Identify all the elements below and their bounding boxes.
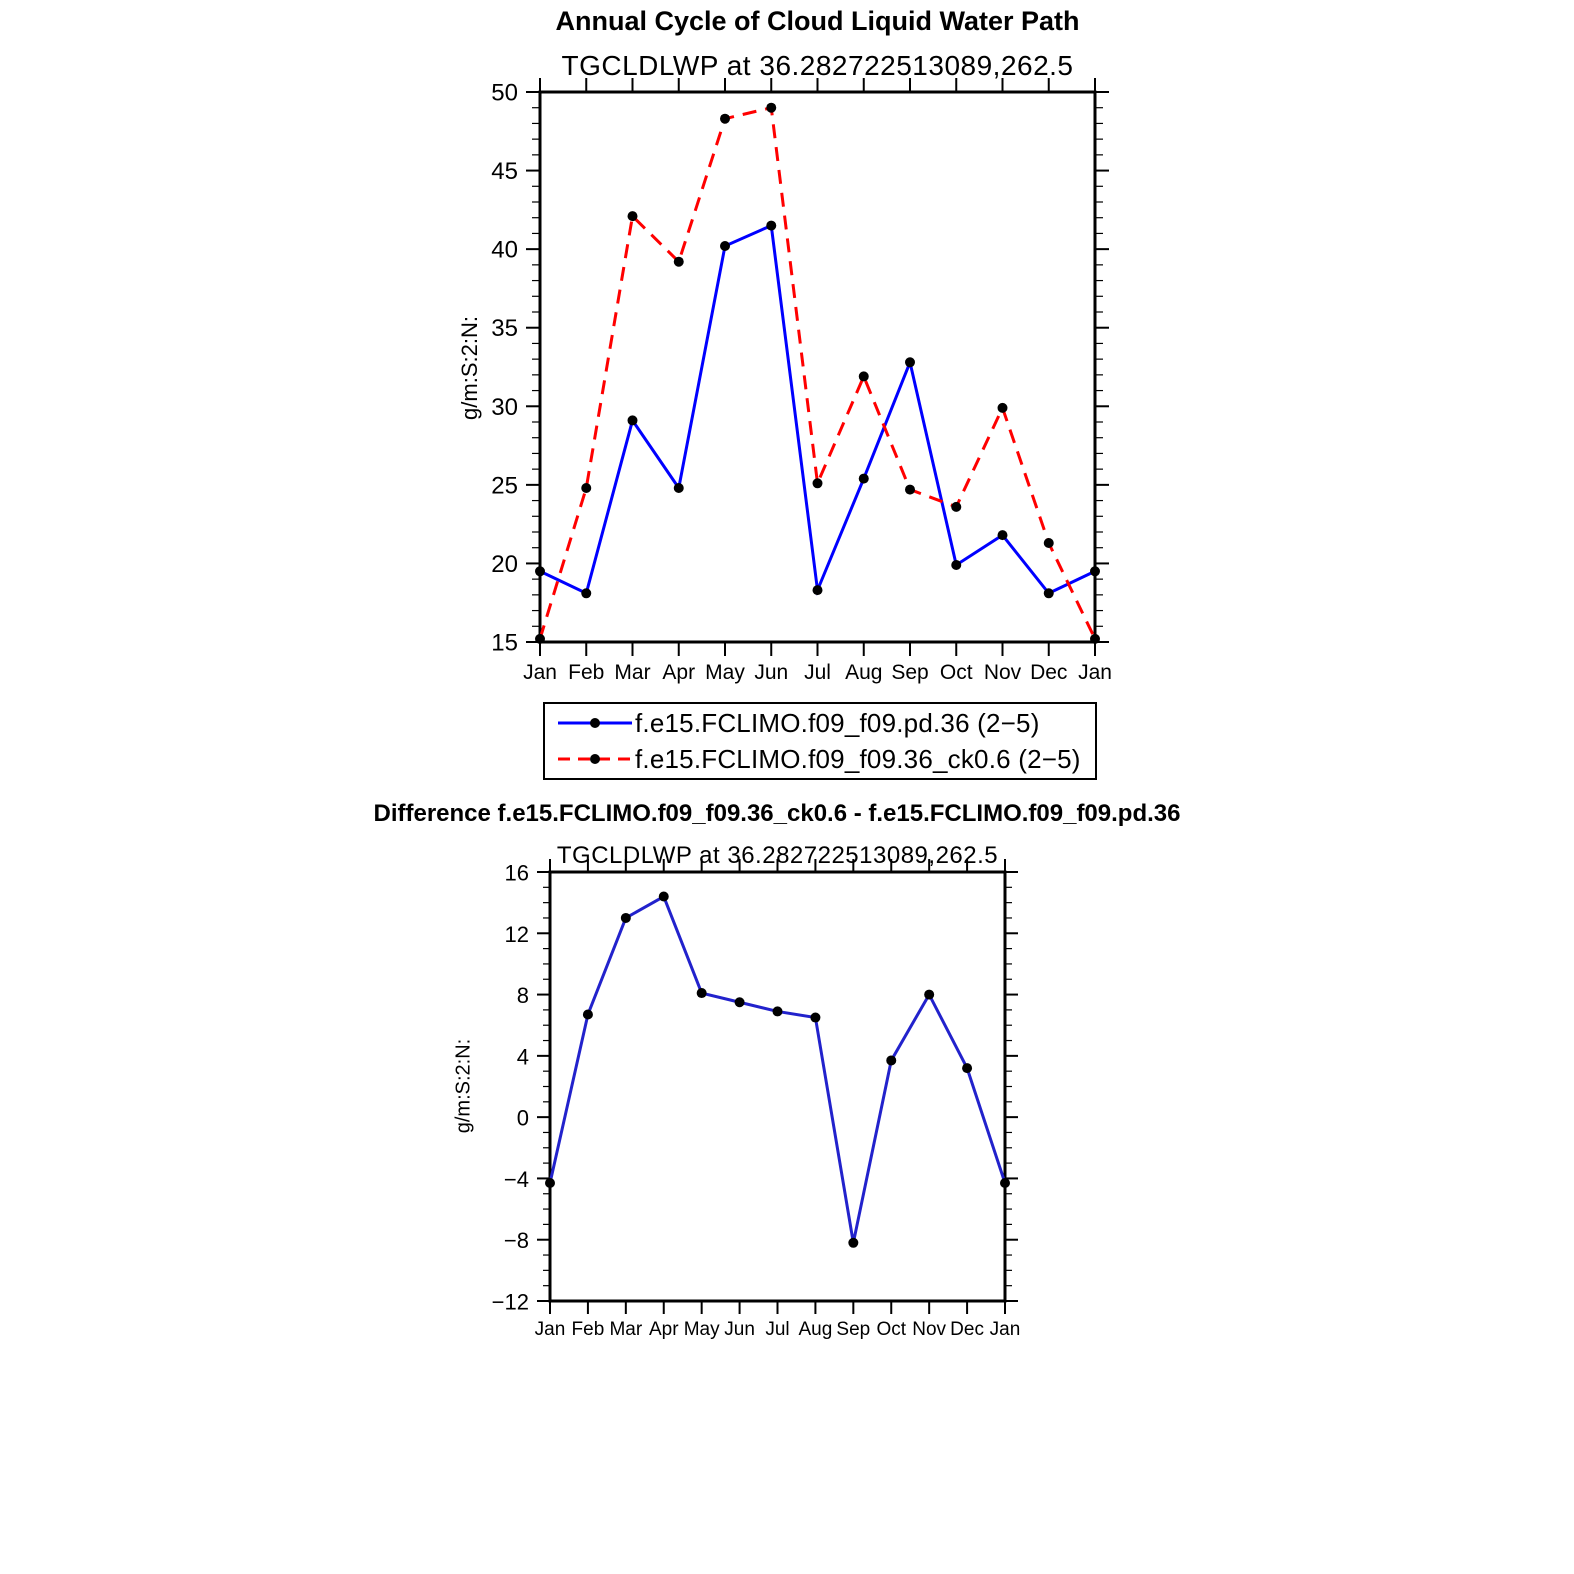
data-point-marker — [951, 560, 961, 570]
data-point-marker — [621, 913, 631, 923]
data-point-marker — [735, 997, 745, 1007]
x-tick-label: Jan — [523, 661, 557, 684]
data-point-marker — [962, 1063, 972, 1073]
y-tick-label: 20 — [491, 550, 518, 578]
data-point-marker — [720, 241, 730, 251]
x-tick-label: Aug — [845, 661, 883, 684]
series-line — [540, 226, 1095, 594]
legend-line-sample-solid — [555, 706, 635, 740]
data-point-marker — [886, 1055, 896, 1065]
x-tick-label: Jan — [989, 1319, 1021, 1340]
data-point-marker — [581, 483, 591, 493]
difference-chart-y-axis-label: g/m:S:2:N: — [452, 1038, 475, 1134]
data-point-marker — [848, 1238, 858, 1248]
difference-plot — [492, 859, 1021, 1340]
x-tick-label: Jun — [754, 661, 789, 684]
data-point-marker — [674, 257, 684, 267]
data-point-marker — [1090, 566, 1100, 576]
top-chart-y-axis-label: g/m:S:2:N: — [457, 316, 482, 420]
annual-cycle-plot — [491, 78, 1112, 684]
y-tick-label: 40 — [491, 236, 518, 264]
data-point-marker — [581, 588, 591, 598]
data-point-marker — [628, 415, 638, 425]
legend-marker-dot — [590, 754, 600, 764]
data-point-marker — [659, 892, 669, 902]
x-tick-label: Oct — [876, 1319, 907, 1340]
y-tick-label: −12 — [491, 1289, 529, 1315]
data-point-marker — [905, 357, 915, 367]
x-tick-label: Nov — [912, 1319, 947, 1340]
x-tick-label: Mar — [614, 661, 651, 684]
x-tick-label: Jun — [724, 1319, 755, 1340]
data-point-marker — [1090, 634, 1100, 644]
x-tick-label: Mar — [609, 1319, 643, 1340]
data-point-marker — [998, 403, 1008, 413]
top-chart-title: Annual Cycle of Cloud Liquid Water Path — [555, 6, 1080, 36]
y-tick-label: 15 — [491, 629, 518, 657]
data-point-marker — [766, 221, 776, 231]
x-tick-label: Jul — [765, 1319, 790, 1340]
y-tick-label: 16 — [504, 860, 529, 886]
x-tick-label: Apr — [662, 661, 696, 684]
x-tick-label: Feb — [568, 661, 605, 684]
data-point-marker — [545, 1178, 555, 1188]
data-point-marker — [535, 634, 545, 644]
difference-chart-title: Difference f.e15.FCLIMO.f09_f09.36_ck0.6 - f.e15.FCLIMO.f09_f09.pd.36 — [373, 800, 1181, 827]
x-tick-label: Apr — [648, 1319, 679, 1340]
y-tick-label: 35 — [491, 315, 518, 343]
data-point-marker — [720, 114, 730, 124]
y-tick-label: 25 — [491, 472, 518, 500]
data-point-marker — [1000, 1178, 1010, 1188]
x-tick-label: Feb — [571, 1319, 605, 1340]
difference-chart-subtitle: TGCLDLWP at 36.282722513089,262.5 — [556, 842, 999, 869]
data-point-marker — [859, 371, 869, 381]
legend-label-pd36: f.e15.FCLIMO.f09_f09.pd.36 (2−5) — [635, 707, 1040, 738]
y-tick-label: 45 — [491, 158, 518, 186]
legend-marker-dot — [590, 718, 600, 728]
x-tick-label: Jan — [1078, 661, 1112, 684]
data-point-marker — [813, 585, 823, 595]
data-point-marker — [674, 483, 684, 493]
y-tick-label: 12 — [504, 921, 529, 947]
data-point-marker — [583, 1009, 593, 1019]
y-tick-label: −8 — [503, 1228, 529, 1254]
series-line — [550, 897, 1005, 1243]
legend-entry-ck06 — [555, 742, 1095, 776]
data-point-marker — [766, 103, 776, 113]
data-point-marker — [1044, 588, 1054, 598]
data-point-marker — [1044, 538, 1054, 548]
legend-entry-pd36 — [555, 706, 1095, 740]
data-point-marker — [905, 485, 915, 495]
x-tick-label: Aug — [798, 1319, 833, 1340]
data-point-marker — [773, 1006, 783, 1016]
y-tick-label: 4 — [516, 1044, 529, 1070]
x-tick-label: Sep — [836, 1319, 871, 1340]
x-tick-label: Oct — [939, 661, 973, 684]
x-tick-label: Dec — [1030, 661, 1068, 684]
x-tick-label: Nov — [983, 661, 1022, 684]
data-point-marker — [951, 502, 961, 512]
y-tick-label: 8 — [516, 983, 529, 1009]
y-tick-label: −4 — [503, 1166, 529, 1192]
legend-box — [543, 702, 1097, 780]
x-tick-label: Jan — [534, 1319, 566, 1340]
series-line — [540, 108, 1095, 639]
y-tick-label: 30 — [491, 393, 518, 421]
y-tick-label: 50 — [491, 79, 518, 107]
data-point-marker — [697, 988, 707, 998]
y-tick-label: 0 — [516, 1105, 529, 1131]
top-chart-subtitle: TGCLDLWP at 36.282722513089,262.5 — [561, 50, 1074, 81]
data-point-marker — [924, 990, 934, 1000]
data-point-marker — [535, 566, 545, 576]
data-point-marker — [813, 478, 823, 488]
x-tick-label: Jul — [804, 661, 831, 684]
x-tick-label: Dec — [950, 1319, 984, 1340]
x-tick-label: May — [683, 1319, 720, 1340]
legend-line-sample-dashed — [555, 742, 635, 776]
data-point-marker — [998, 530, 1008, 540]
x-tick-label: May — [705, 661, 745, 684]
data-point-marker — [810, 1013, 820, 1023]
data-point-marker — [859, 474, 869, 484]
data-point-marker — [628, 211, 638, 221]
x-tick-label: Sep — [891, 661, 929, 684]
legend-label-ck06: f.e15.FCLIMO.f09_f09.36_ck0.6 (2−5) — [635, 743, 1081, 774]
